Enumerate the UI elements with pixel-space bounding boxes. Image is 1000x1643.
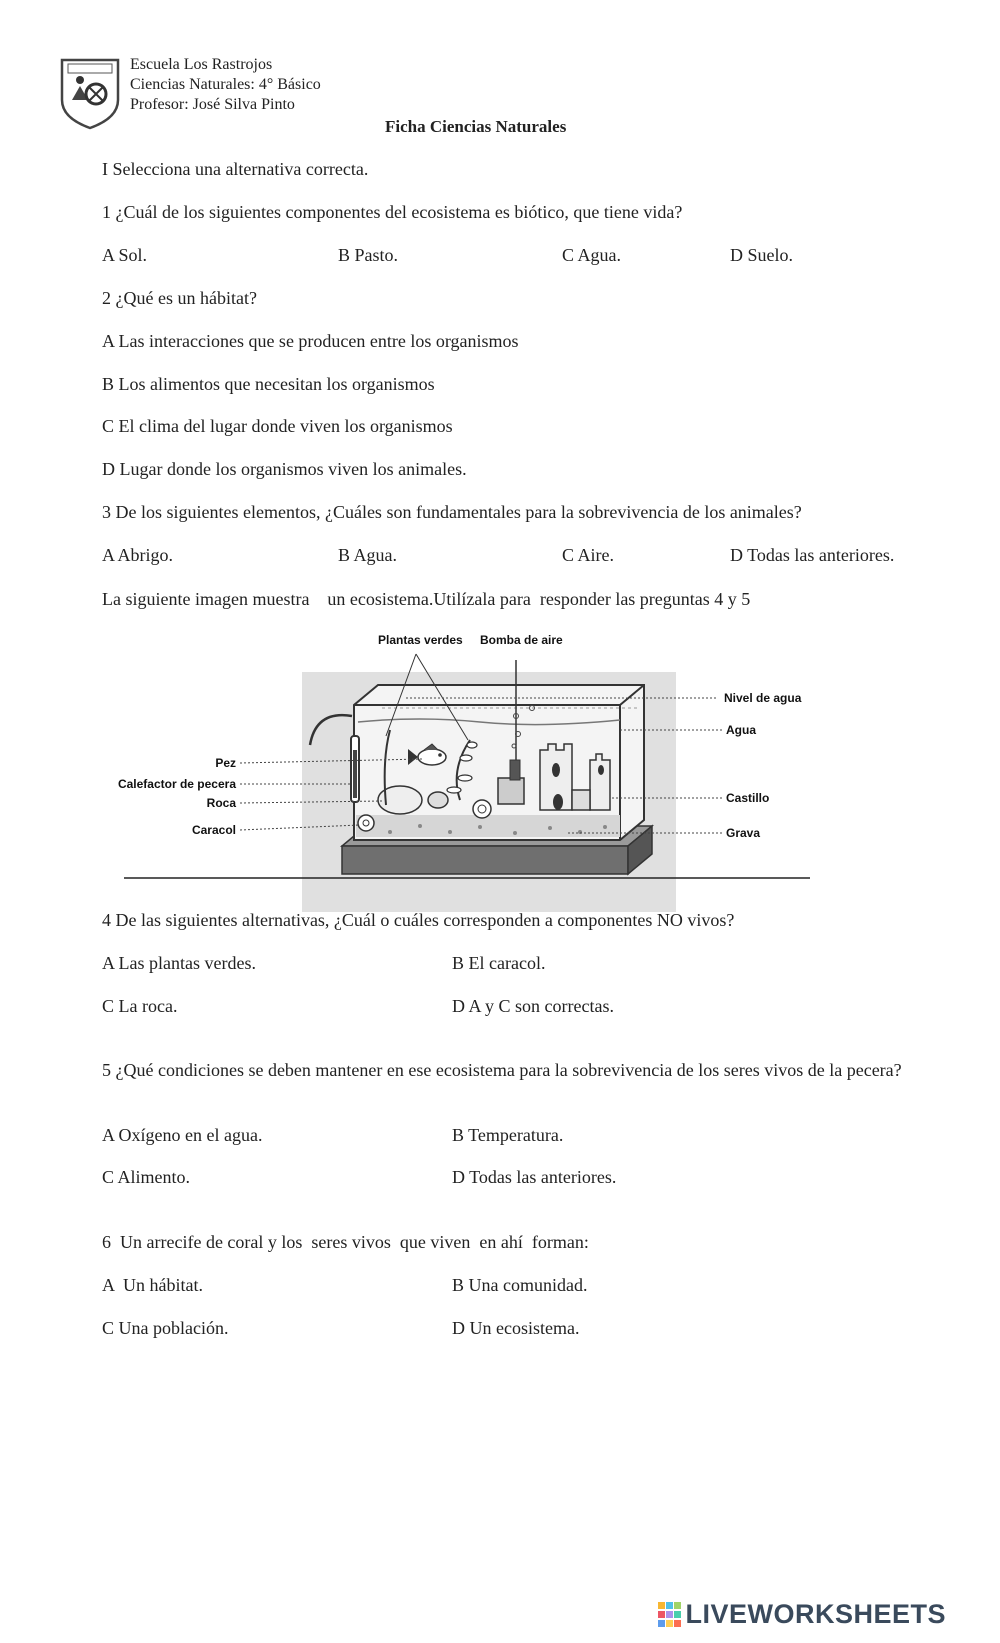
q2-option-a[interactable]: A Las interacciones que se producen entre los organismos	[102, 331, 519, 351]
label-gravel: Grava	[726, 826, 761, 840]
q3-option-b[interactable]: B Agua.	[338, 545, 398, 565]
q4-option-d[interactable]: D A y C son correctas.	[452, 996, 614, 1016]
q5-option-c[interactable]: C Alimento.	[102, 1167, 191, 1187]
q6-option-b[interactable]: B Una comunidad.	[452, 1275, 588, 1295]
label-rock: Roca	[206, 796, 236, 810]
q2-option-b[interactable]: B Los alimentos que necesitan los organismos	[102, 374, 435, 394]
q4-option-b[interactable]: B El caracol.	[452, 953, 546, 973]
school-logo	[58, 56, 122, 130]
q5-option-d[interactable]: D Todas las anteriores.	[452, 1167, 617, 1187]
label-water-level: Nivel de agua	[724, 691, 802, 705]
q5-option-b[interactable]: B Temperatura.	[452, 1125, 564, 1145]
q2-text: 2 ¿Qué es un hábitat?	[102, 288, 257, 308]
q6-text: 6 Un arrecife de coral y los seres vivos que viven en ahí forman:	[102, 1232, 589, 1252]
q6-option-c[interactable]: C Una población.	[102, 1318, 229, 1338]
liveworksheets-logo-icon	[658, 1602, 682, 1628]
q3-option-c[interactable]: C Aire.	[562, 545, 614, 565]
q3-option-d[interactable]: D Todas las anteriores.	[730, 545, 895, 565]
q5-text: 5 ¿Qué condiciones se deben mantener en ese ecosistema para la sobrevivencia de los seres vivos de la pecera?	[102, 1060, 902, 1080]
label-snail: Caracol	[191, 823, 236, 837]
label-castle: Castillo	[726, 791, 770, 805]
q1-option-b[interactable]: B Pasto.	[338, 245, 399, 265]
q1-text: 1 ¿Cuál de los siguientes componentes del ecosistema es biótico, que tiene vida?	[102, 202, 683, 222]
q5-option-a[interactable]: A Oxígeno en el agua.	[102, 1125, 263, 1145]
q4-option-a[interactable]: A Las plantas verdes.	[102, 953, 256, 973]
q2-option-c[interactable]: C El clima del lugar donde viven los organismos	[102, 416, 453, 436]
q6-option-a[interactable]: A Un hábitat.	[102, 1275, 203, 1295]
label-pump: Bomba de aire	[480, 633, 563, 647]
subject-label: Ciencias Naturales: 4° Básico	[130, 76, 321, 93]
q4-option-c[interactable]: C La roca.	[102, 996, 178, 1016]
label-heater: Calefactor de pecera	[117, 777, 236, 791]
page-title: Ficha Ciencias Naturales	[385, 117, 567, 136]
aquarium-diagram	[117, 633, 840, 925]
label-water: Agua	[726, 723, 756, 737]
liveworksheets-text: LIVEWORKSHEETS	[685, 1599, 946, 1629]
q3-text: 3 De los siguientes elementos, ¿Cuáles son fundamentales para la sobrevivencia de los animales?	[102, 502, 802, 522]
liveworksheets-watermark	[658, 1599, 946, 1630]
instructions: I Selecciona una alternativa correcta.	[102, 159, 369, 179]
q6-option-d[interactable]: D Un ecosistema.	[452, 1318, 580, 1338]
teacher-label: Profesor: José Silva Pinto	[130, 96, 295, 113]
q2-option-d[interactable]: D Lugar donde los organismos viven los animales.	[102, 459, 467, 479]
label-plants: Plantas verdes	[378, 633, 463, 647]
q4-text: 4 De las siguientes alternativas, ¿Cuál o cuáles corresponden a componentes NO vivos?	[102, 910, 735, 930]
q1-option-a[interactable]: A Sol.	[102, 245, 148, 265]
label-fish: Pez	[215, 756, 236, 770]
q1-option-c[interactable]: C Agua.	[562, 245, 622, 265]
school-name: Escuela Los Rastrojos	[130, 56, 273, 73]
image-intro: La siguiente imagen muestra un ecosistema.Utilízala para responder las preguntas 4 y 5	[102, 589, 751, 609]
q3-option-a[interactable]: A Abrigo.	[102, 545, 174, 565]
q1-option-d[interactable]: D Suelo.	[730, 245, 793, 265]
